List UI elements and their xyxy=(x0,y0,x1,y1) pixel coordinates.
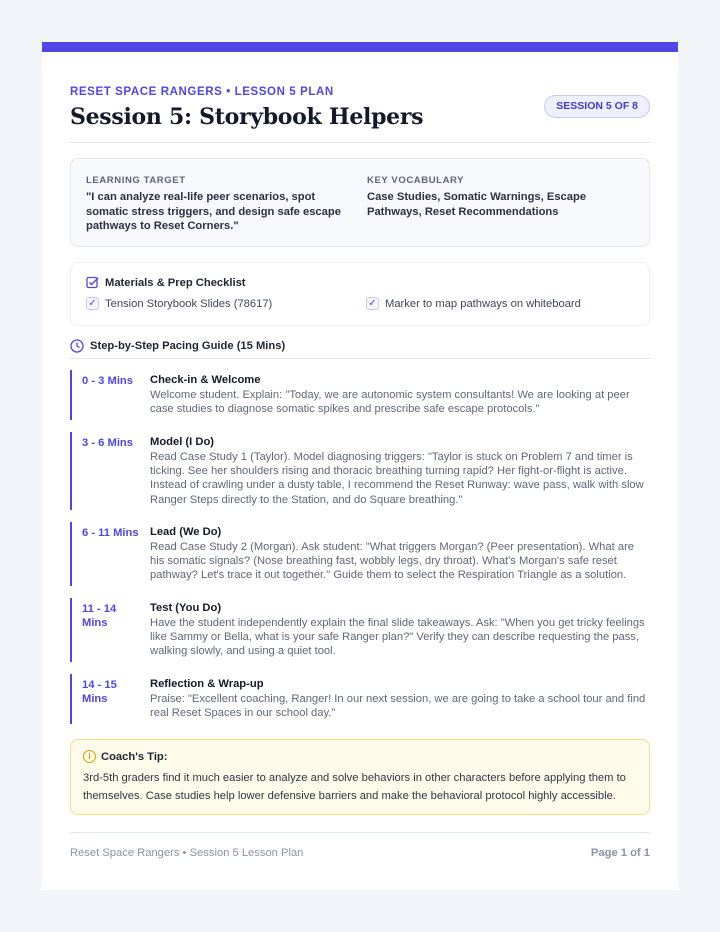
checklist-item[interactable] xyxy=(86,297,272,310)
step-accent-bar xyxy=(70,522,72,586)
step-body xyxy=(150,436,650,507)
session-badge: SESSION 5 OF 8 xyxy=(544,95,650,118)
materials-checklist xyxy=(70,262,650,326)
info-icon: i xyxy=(83,750,96,763)
step-title: Model (I Do) xyxy=(150,436,215,448)
checklist-item-label: Tension Storybook Slides (78617) xyxy=(105,297,273,310)
step-description: Have the student independently explain the final slide takeaways. Ask: "When you get tricky feelings like Sammy or Bella, what is your safe Ranger plan?" Verify they can describe requesting the pass, walking slowly, and using a quiet tool. xyxy=(150,617,645,658)
pacing-guide-heading xyxy=(70,339,285,353)
page-number: Page 1 of 1 xyxy=(590,847,650,859)
learning-target-label: LEARNING TARGET xyxy=(86,175,186,186)
checklist-item-label: Marker to map pathways on whiteboard xyxy=(385,297,581,310)
step-accent-bar xyxy=(70,432,72,510)
key-vocabulary-text: Case Studies, Somatic Warnings, Escape Pathways, Reset Recommendations xyxy=(367,191,587,218)
learning-target-text: "I can analyze real-life peer scenarios, spot somatic stress triggers, and design safe escape pathways to Reset Corners." xyxy=(86,191,341,232)
step-time: 14 - 15 Mins xyxy=(82,679,117,705)
coach-tip-heading-text: Coach's Tip: xyxy=(101,750,168,763)
footer-title: Reset Space Rangers • Session 5 Lesson Plan xyxy=(70,847,304,859)
step-time: 3 - 6 Mins xyxy=(82,437,133,449)
step-title: Check-in & Welcome xyxy=(150,374,261,386)
page-title: Session 5: Storybook Helpers xyxy=(70,104,424,130)
step-time: 6 - 11 Mins xyxy=(82,527,139,539)
clock-icon xyxy=(70,339,84,353)
checklist-heading xyxy=(86,276,246,289)
step-description: Welcome student. Explain: "Today, we are autonomic system consultants! We are looking at peer case studies to diagnose somatic spikes and prescribe safe escape protocols." xyxy=(150,389,630,416)
step-title: Test (You Do) xyxy=(150,602,222,614)
pacing-divider xyxy=(70,358,650,359)
step-time: 0 - 3 Mins xyxy=(82,375,133,387)
coach-tip-panel xyxy=(70,739,650,815)
learning-target-panel xyxy=(70,158,650,247)
key-vocabulary-label: KEY VOCABULARY xyxy=(367,175,465,186)
step-accent-bar xyxy=(70,370,72,420)
step-description: Read Case Study 1 (Taylor). Model diagnosing triggers: "Taylor is stuck on Problem 7 and timer is ticking. See her shoulders rising and thoracic breathing turning rapid? Her fight-or-flight is active. Instead of crawling under a dusty table, I recommend the Reset Runway: wave pass, walk with slow Ranger Steps directly to the Station, and do Square breathing." xyxy=(150,451,644,506)
lesson-eyebrow: RESET SPACE RANGERS • LESSON 5 PLAN xyxy=(70,86,334,98)
checkbox-checked-icon[interactable]: ✓ xyxy=(86,297,99,310)
step-body xyxy=(150,678,650,720)
step-body xyxy=(150,602,650,659)
coach-tip-text: 3rd-5th graders find it much easier to analyze and solve behaviors in other characters before applying them to themselves. Case studies help lower defensive barriers and make the behavioral protocol highly accessible. xyxy=(83,772,626,802)
step-time: 11 - 14 Mins xyxy=(82,603,117,629)
step-accent-bar xyxy=(70,598,72,662)
step-title: Lead (We Do) xyxy=(150,526,222,538)
lesson-plan-page xyxy=(42,42,678,890)
checklist-item[interactable] xyxy=(366,297,581,310)
checklist-heading-text: Materials & Prep Checklist xyxy=(105,276,246,289)
checkbox-checked-icon[interactable]: ✓ xyxy=(366,297,379,310)
step-body xyxy=(150,526,650,583)
footer-divider xyxy=(70,832,650,833)
step-accent-bar xyxy=(70,674,72,724)
checklist-icon xyxy=(86,276,99,289)
pacing-guide-heading-text: Step-by-Step Pacing Guide (15 Mins) xyxy=(90,340,286,352)
learning-target xyxy=(86,175,348,234)
step-description: Praise: "Excellent coaching, Ranger! In our next session, we are going to take a school tour and find real Reset Spaces in our school day." xyxy=(150,693,646,720)
key-vocabulary xyxy=(367,175,607,219)
header-divider xyxy=(70,142,650,143)
coach-tip-heading xyxy=(83,750,167,763)
step-title: Reflection & Wrap-up xyxy=(150,678,264,690)
step-description: Read Case Study 2 (Morgan). Ask student: "What triggers Morgan? (Peer presentation). What are his somatic signals? (Nose breathing fast, wobbly legs, dry throat). What's Morgan's safe reset pathway? Let's trace it out together." Guide them to select the Respiration Triangle as a solution. xyxy=(150,541,635,582)
step-body xyxy=(150,374,650,416)
